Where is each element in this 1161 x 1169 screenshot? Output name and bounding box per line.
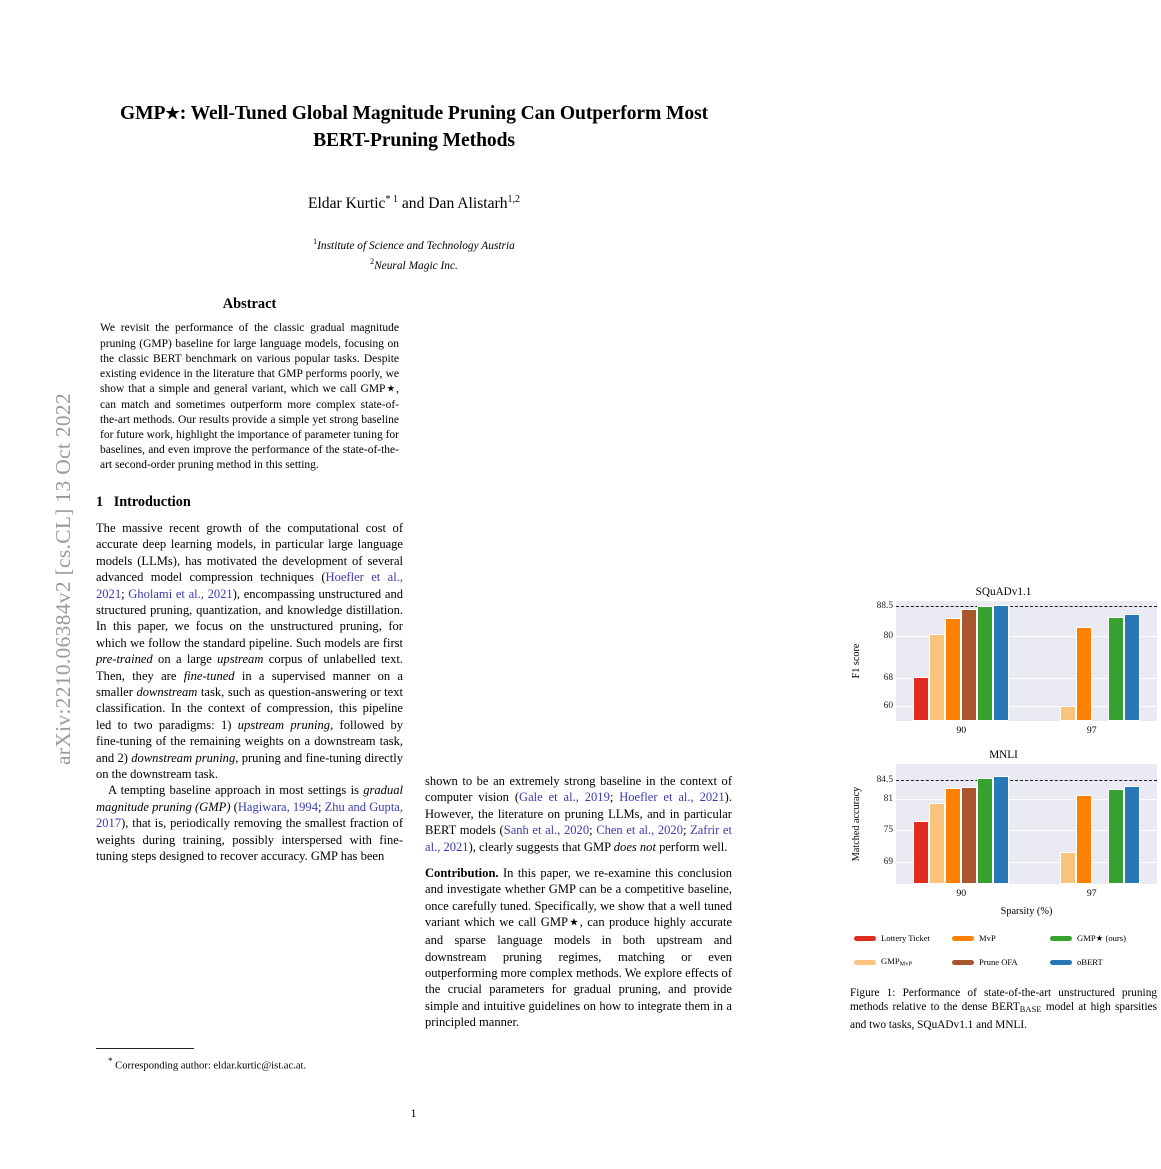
bar-slot [1124,601,1140,721]
y-tick-label: 81 [883,793,893,804]
right-p2-text-a: In this paper, we re-examine this conclusion and investigate whether GMP can be a competitive baseline, once carefully tuned. Specifically, we show that a well tuned variant which we call GMP [425,866,732,930]
star-icon: ★ [385,384,397,395]
bar-gmp-star [977,778,993,884]
bar-slot [993,764,1009,884]
affiliation-2-text: Neural Magic Inc. [374,259,458,272]
x-tick-label: 97 [1086,888,1097,900]
page-number: 1 [410,1106,417,1120]
intro-p1-text-a: The massive recent growth of the computational cost of accurate deep learning models, in particular large language models (LLMs), has motivated the development of several advanced model compression techniques ( [96,520,403,585]
bar-obert [1124,786,1140,885]
chart-x-ticks [850,886,1157,902]
citation-separator: ; [609,790,620,805]
authors [96,190,732,214]
section-title: Introduction [113,493,191,510]
y-tick-label: 69 [883,857,893,868]
bar-lottery-ticket [913,821,929,885]
figure-caption [850,986,1157,1033]
citation-link[interactable]: Hoefler et al., 2021 [96,570,403,601]
legend-label: Lottery Ticket [881,933,930,944]
legend-swatch-icon [1050,960,1072,965]
page-title [96,100,732,154]
author-2-sup: 1,2 [507,194,521,206]
abstract-paragraph [96,321,403,473]
y-tick-label: 80 [883,630,893,641]
intro-p1-text-f: task, such as question-answering or text classification. In the context of compression, this pipeline led to two paradigms: 1) [96,685,403,732]
intro-p1-emph-2: upstream [217,652,264,667]
footnote-marker: * [108,1056,113,1066]
y-tick-label: 88.5 [876,601,893,612]
intro-p2-text-a: A tempting baseline approach in most settings is [108,783,364,798]
legend-swatch-icon [854,960,876,965]
intro-p1-emph-3: fine-tuned [183,668,235,683]
right-column-prose [425,773,732,1031]
footnote-text [96,1054,403,1074]
bar-mvp [1076,795,1092,884]
footnote-body: Corresponding author: eldar.kurtic@ist.ac.at. [115,1060,307,1072]
citation-separator: ; [121,586,129,601]
footnote [96,1048,403,1074]
abstract-heading: Abstract [222,296,277,312]
citation-separator: ; [317,799,325,814]
legend-item-prune-ofa [952,953,1050,973]
legend-label: MvP [979,933,996,944]
bar-slot [913,764,929,884]
citation-link[interactable]: Zafrir et al., 2021 [425,823,732,854]
legend-label-subscript: MvP [899,960,913,968]
title-line-2: BERT-Pruning Methods [313,130,515,152]
author-2-name: Dan Alistarh [428,195,508,213]
bar-slot [1076,764,1092,884]
legend-label: oBERT [1077,957,1103,968]
bar-obert [993,776,1009,884]
legend-label [881,953,912,973]
arxiv-stamp: arXiv:2210.06384v2 [cs.CL] 13 Oct 2022 [51,392,75,766]
bar-slot [945,764,961,884]
chart-y-axis-label [850,764,863,884]
title-gmp-text: GMP [119,103,166,124]
legend-label: GMP★ (ours) [1077,933,1127,944]
bar-group-90 [896,764,1027,884]
intro-p1-emph-1: pre-trained [96,652,153,667]
bar-slot [1060,764,1076,884]
bar-lottery-ticket [913,677,929,721]
right-paragraph-2 [425,865,732,1031]
right-p1-text-a: shown to be an extremely strong baseline in the context of computer vision ( [425,774,732,805]
intro-p1-emph-5: upstream pruning [237,717,331,732]
bar-slot [1092,601,1108,721]
citation-separator: ; [682,823,691,838]
citation-link[interactable]: Hoefler et al., 2021 [619,790,725,805]
figure-legend [850,930,1157,972]
right-p1-emph-1: does not [613,839,656,854]
intro-paragraph-1 [96,520,403,783]
bar-slot [1044,764,1060,884]
bar-slot [1076,601,1092,721]
citation-link[interactable]: Gale et al., 2019 [519,790,610,805]
bar-prune-ofa [961,787,977,884]
affiliation-1-sup: 1 [313,236,318,246]
intro-p1-text-d: corpus of unlabelled text. Then, they are [96,652,403,683]
authors-conjunction: and [397,195,429,213]
figure-1 [850,586,1157,1032]
abstract-text-part-2: , can match and sometimes outperform more complex state-of-the-art methods. Our results provide a simple yet strong baseline for future work, highlight the importance of parameter tuning for baselines, and even improve the performance of the state-of-the-art second-order pruning method in this setting. [100,382,399,471]
bar-slot [961,601,977,721]
author-1-sup: * 1 [385,194,398,206]
chart-bars [896,764,1157,884]
bar-slot [977,764,993,884]
x-tick-label: 97 [1086,725,1097,736]
bar-gmp-mvp [929,803,945,885]
chart-title: MNLI [989,749,1018,762]
intro-paragraph-2 [96,782,403,864]
bar-slot [993,601,1009,721]
chart-y-axis-label [850,601,863,721]
x-tick-label: 90 [956,888,967,900]
title-rest-text: : Well-Tuned Global Magnitude Pruning Can Outperform Most [179,103,709,124]
right-paragraph-1 [425,773,732,855]
citation-link[interactable]: Gholami et al., 2021 [128,586,233,601]
bar-prune-ofa [961,609,977,721]
bar-mvp [1076,627,1092,721]
figure-caption-part-2: model at high sparsities and two tasks, SQuADv1.1 and MNLI. [850,1001,1157,1031]
right-p1-text-d: perform well. [655,839,728,854]
citation-link[interactable]: Hagiwara, 1994 [237,799,318,814]
intro-p2-emph-1: gradual magnitude pruning (GMP) [96,783,403,814]
bar-slot [961,764,977,884]
chart-y-ticks [863,601,896,721]
chart-squad [850,586,1157,739]
y-axis-label-text: F1 score [850,643,862,679]
legend-item-gmp-mvp [854,953,952,973]
bar-slot [1124,764,1140,884]
affiliations [96,234,732,275]
left-column [96,296,403,865]
intro-p2-text-b: ( [230,799,238,814]
bar-slot [929,764,945,884]
right-p2-text-b: , can produce highly accurate and sparse language models in both upstream and downstream pruning regimes, matching or even outperforming more complex methods. We explore effects of the crucial parameters for gradual pruning, and provide simple and intuitive guidelines on how to integrate them in a principled manner. [425,915,733,1030]
bar-gmp-mvp [1060,852,1076,885]
author-1-name: Eldar Kurtic [307,195,386,213]
bar-group-90 [896,601,1027,721]
intro-p1-text-h: , pruning and fine-tuning directly on the downstream task. [96,750,403,782]
y-tick-label: 75 [883,825,893,836]
bar-slot [913,601,929,721]
affiliation-item [96,254,732,274]
legend-label: Prune OFA [979,957,1018,968]
right-column [425,296,1157,1031]
bar-obert [993,605,1009,721]
x-tick-label: 90 [956,725,967,736]
y-tick-label: 68 [883,673,893,684]
bar-slot [1044,601,1060,721]
legend-swatch-icon [1050,936,1072,941]
bar-group-97 [1027,601,1158,721]
legend-label-base: GMP [881,955,900,966]
intro-p1-emph-4: downstream [136,685,198,700]
bar-gmp-star [977,606,993,721]
legend-swatch-icon [952,936,974,941]
affiliation-1-text: Institute of Science and Technology Austria [317,239,515,252]
bar-gmp-star [1108,617,1124,721]
bar-slot [945,601,961,721]
chart-plot-area [896,764,1157,884]
bar-gmp-mvp [1060,706,1076,721]
paragraph-heading-contribution: Contribution. [425,866,499,881]
chart-x-ticks [850,723,1157,739]
intro-p1-text-b: ), encompassing unstructured and structured pruning, quantization, and knowledge distillation. In this paper, we focus on the unstructured pruning, for which we follow the standard pipeline. Such models are first [96,586,403,650]
legend-item-lottery-ticket [854,930,952,946]
bar-group-97 [1027,764,1158,884]
legend-swatch-icon [952,960,974,965]
abstract-text-part-1: We revisit the performance of the classic gradual magnitude pruning (GMP) baseline for large language models, focusing on the classic BERT benchmark on various popular tasks. Despite existing evidence in the literature that GMP performs poorly, we show that a simple and general variant, which we call GMP [100,322,399,395]
legend-item-obert [1050,953,1161,973]
section-heading-introduction [96,493,403,511]
bar-slot [1060,601,1076,721]
bar-slot [929,601,945,721]
citation-link[interactable]: Chen et al., 2020 [596,823,683,838]
bar-slot [977,601,993,721]
figure-caption-part-1: Figure 1: Performance of state-of-the-art unstructured pruning methods relative to the dense BERT [850,986,1157,1014]
bar-slot [1108,601,1124,721]
bar-gmp-star [1108,789,1124,885]
affiliation-2-sup: 2 [370,256,375,266]
y-axis-label-text: Matched accuracy [850,787,862,862]
chart-plot-area [896,601,1157,721]
bar-gmp-mvp [929,634,945,721]
star-icon: ★ [165,105,180,123]
right-p1-text-c: ), clearly suggests that GMP [468,839,614,854]
bar-slot [1108,764,1124,884]
footnote-rule [96,1048,194,1049]
legend-item-mvp [952,930,1050,946]
chart-bars [896,601,1157,721]
y-tick-label: 60 [883,701,893,712]
citation-separator: ; [589,823,597,838]
intro-p1-text-c: on a large [152,652,218,667]
legend-swatch-icon [854,936,876,941]
y-tick-label: 84.5 [876,774,893,785]
chart-mnli [850,749,1157,920]
citation-link[interactable]: Sanh et al., 2020 [503,823,590,838]
section-number: 1 [96,493,104,510]
legend-item-gmp-star [1050,930,1161,946]
star-icon: ★ [567,917,580,929]
bar-slot [1092,764,1108,884]
right-p1-text-b: ). However, the literature on pruning LLMs, and in particular BERT models ( [425,790,732,838]
title-line-1 [120,103,708,124]
title-block [96,100,732,274]
intro-p1-emph-6: downstream pruning [131,750,236,765]
figure-caption-subscript: BASE [1019,1005,1042,1015]
affiliation-item [96,234,732,254]
bar-mvp [945,788,961,885]
bar-mvp [945,618,961,721]
bar-obert [1124,614,1140,721]
chart-title: SQuADv1.1 [975,586,1032,598]
chart-x-axis-label: Sparsity (%) [1000,905,1053,917]
intro-p1-text-e: in a supervised manner on a smaller [96,668,403,700]
citation-link[interactable]: Zhu and Gupta, 2017 [96,799,404,831]
chart-y-ticks [863,764,896,884]
intro-p1-text-g: , followed by fine-tuning of the remaining weights on a downstream task, and 2) [96,717,404,765]
intro-p2-text-c: ), that is, periodically removing the smallest fraction of weights during training, possibly interspersed with fine-tuning steps designed to recover accuracy. GMP has been [96,816,403,864]
